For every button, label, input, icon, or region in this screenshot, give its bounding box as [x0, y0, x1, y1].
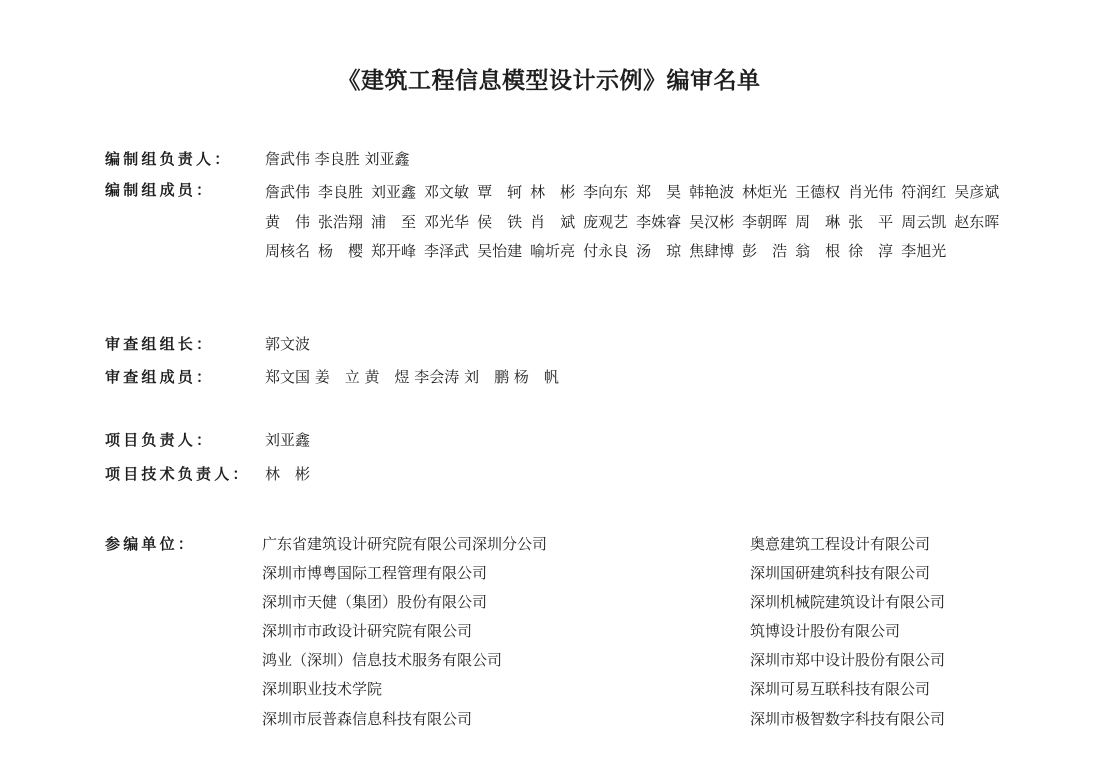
org-right-2: 深圳国研建筑科技有限公司 — [750, 564, 931, 582]
compile-member: 李向东 — [583, 183, 629, 201]
compile-member: 侯 铁 — [477, 212, 523, 231]
compile-member: 李良胜 — [318, 183, 364, 201]
org-right-3: 深圳机械院建筑设计有限公司 — [750, 593, 946, 611]
compile-members-list — [265, 178, 1025, 267]
compile-member: 焦肆博 — [689, 242, 735, 260]
compile-leader-label: 编制组负责人： — [105, 150, 233, 168]
compile-member: 周 琳 — [795, 212, 841, 231]
org-right-1: 奥意建筑工程设计有限公司 — [750, 535, 931, 553]
compile-member: 翁 根 — [795, 242, 841, 260]
org-left-7: 深圳市辰普森信息科技有限公司 — [262, 710, 473, 728]
compile-member: 詹武伟 — [265, 183, 311, 201]
compile-member: 吴怡建 — [477, 242, 523, 260]
compile-member: 彭 浩 — [742, 242, 788, 260]
compile-member: 付永良 — [583, 242, 629, 260]
compile-member: 肖 斌 — [530, 212, 576, 231]
review-leader-label: 审查组组长： — [105, 335, 215, 353]
compile-member: 张浩翔 — [318, 212, 364, 231]
compile-member: 李旭光 — [901, 242, 947, 260]
compile-member: 李朝晖 — [742, 212, 788, 231]
review-members: 郑文国 姜 立 黄 煜 李会涛 刘 鹏 杨 帆 — [265, 368, 559, 386]
participants-label: 参编单位： — [105, 535, 197, 553]
compile-member: 张 平 — [848, 212, 894, 231]
project-leader-label: 项目负责人： — [105, 431, 215, 449]
org-left-4: 深圳市市政设计研究院有限公司 — [262, 622, 473, 640]
compile-members-label: 编制组成员： — [105, 181, 215, 199]
compile-member: 黄 伟 — [265, 212, 311, 231]
compile-member: 吴汉彬 — [689, 212, 735, 231]
review-leader: 郭文波 — [265, 335, 311, 353]
review-members-label: 审查组成员： — [105, 368, 215, 386]
compile-member: 吴彦斌 — [954, 183, 1000, 201]
compile-member: 周核名 — [265, 242, 311, 260]
compile-member: 邓文敏 — [424, 183, 470, 201]
compile-member: 林炬光 — [742, 183, 788, 201]
org-left-1: 广东省建筑设计研究院有限公司深圳分公司 — [262, 535, 548, 553]
org-left-5: 鸿业（深圳）信息技术服务有限公司 — [262, 651, 503, 669]
org-left-3: 深圳市天健（集团）股份有限公司 — [262, 593, 488, 611]
org-left-6: 深圳职业技术学院 — [262, 680, 383, 698]
org-right-5: 深圳市郑中设计股份有限公司 — [750, 651, 946, 669]
org-left-2: 深圳市博粤国际工程管理有限公司 — [262, 564, 488, 582]
compile-member: 邓光华 — [424, 212, 470, 231]
compile-member: 赵东晖 — [954, 212, 1000, 231]
compile-member: 覃 轲 — [477, 183, 523, 201]
compile-member: 周云凯 — [901, 212, 947, 231]
compile-member: 庞观艺 — [583, 212, 629, 231]
compile-member: 郑 昊 — [636, 183, 682, 201]
compile-member: 李姝睿 — [636, 212, 682, 231]
compile-member: 郑开峰 — [371, 242, 417, 260]
compile-member: 肖光伟 — [848, 183, 894, 201]
compile-member: 浦 至 — [371, 212, 417, 231]
compile-member: 徐 淳 — [848, 242, 894, 260]
project-leader: 刘亚鑫 — [265, 431, 311, 449]
project-tech-leader: 林 彬 — [265, 465, 311, 483]
compile-member: 王德权 — [795, 183, 841, 201]
compile-member: 符润红 — [901, 183, 947, 201]
page-title: 《建筑工程信息模型设计示例》编审名单 — [337, 68, 761, 94]
compile-member: 杨 樱 — [318, 242, 364, 260]
compile-member: 林 彬 — [530, 183, 576, 201]
compile-leaders: 詹武伟 李良胜 刘亚鑫 — [265, 150, 410, 168]
org-right-7: 深圳市极智数字科技有限公司 — [750, 710, 946, 728]
compile-member: 汤 琼 — [636, 242, 682, 260]
org-right-4: 筑博设计股份有限公司 — [750, 622, 901, 640]
project-tech-label: 项目技术负责人： — [105, 465, 251, 483]
org-right-6: 深圳可易互联科技有限公司 — [750, 680, 931, 698]
compile-member: 喻圻亮 — [530, 242, 576, 260]
compile-member: 韩艳波 — [689, 183, 735, 201]
compile-member: 李泽武 — [424, 242, 470, 260]
compile-member: 刘亚鑫 — [371, 183, 417, 201]
